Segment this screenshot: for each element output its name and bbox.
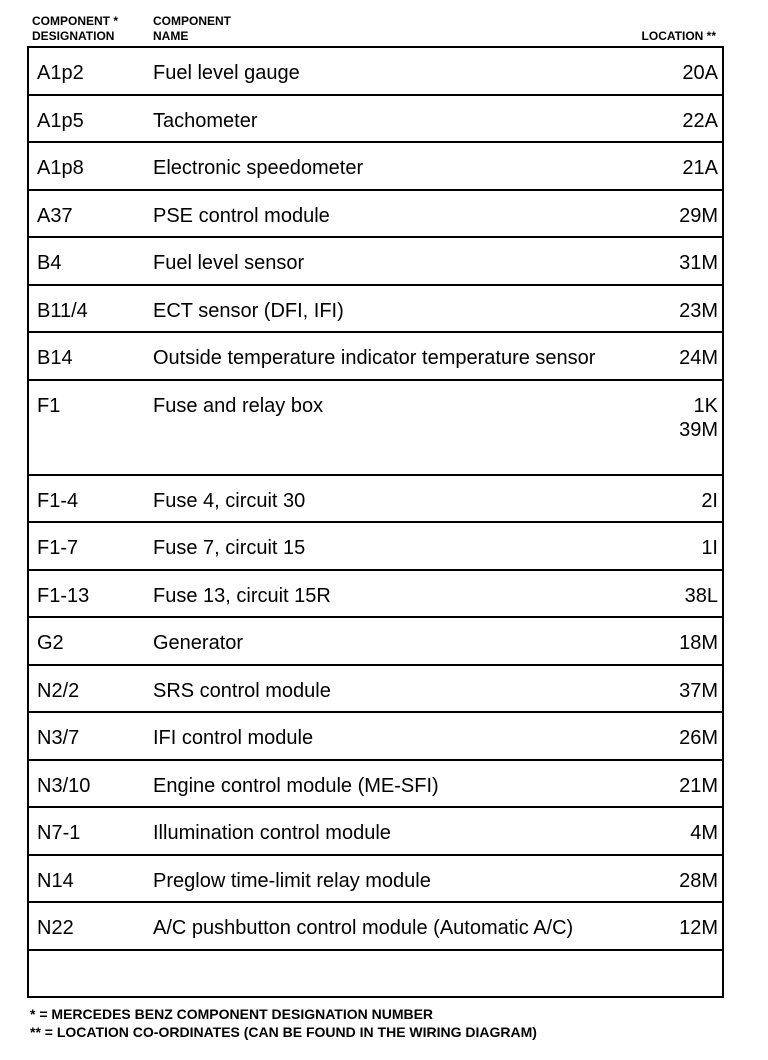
table-row	[29, 476, 722, 524]
component-designation: A1p2	[37, 62, 84, 84]
component-location: 24M	[679, 347, 718, 369]
component-name: Engine control module (ME-SFI)	[153, 774, 439, 797]
table-row	[29, 238, 722, 286]
component-location: 21M	[679, 774, 718, 797]
component-location: 21A	[682, 157, 718, 179]
table-row	[29, 808, 722, 856]
table-row-empty	[29, 951, 722, 999]
component-location: 4M	[690, 822, 718, 844]
component-name: Preglow time-limit relay module	[153, 869, 431, 892]
component-location: 18M	[679, 632, 718, 654]
component-name: Generator	[153, 632, 244, 654]
component-designation: B4	[37, 252, 62, 274]
component-designation: F1-13	[37, 584, 90, 607]
header-name: COMPONENT NAME	[153, 14, 231, 43]
component-designation: F1-7	[37, 537, 79, 559]
table-row	[29, 571, 722, 619]
table-row	[29, 666, 722, 714]
table-row	[29, 903, 722, 951]
table-row	[29, 618, 722, 666]
component-name: Tachometer	[153, 109, 258, 132]
header-designation: COMPONENT * DESIGNATION	[32, 14, 119, 43]
footnote-designation: * = MERCEDES BENZ COMPONENT DESIGNATION NUMBER	[30, 1006, 434, 1022]
component-designation: A37	[37, 204, 73, 227]
component-designation: N22	[37, 917, 74, 939]
component-location: 37M	[679, 679, 718, 702]
table-row	[29, 856, 722, 904]
component-name: Illumination control module	[153, 822, 391, 844]
component-name: Outside temperature indicator temperature sensor	[153, 347, 596, 369]
component-name: PSE control module	[153, 204, 330, 227]
component-location: 38L	[684, 584, 718, 607]
component-designation: G2	[37, 632, 64, 654]
component-designation: B14	[37, 347, 73, 369]
component-location: 1I	[701, 537, 718, 559]
component-location: 31M	[679, 252, 718, 274]
component-name: SRS control module	[153, 679, 331, 702]
table-row	[29, 713, 722, 761]
component-name: ECT sensor (DFI, IFI)	[153, 299, 344, 322]
table-row	[29, 143, 722, 191]
component-name: Fuse 4, circuit 30	[153, 489, 306, 512]
table-row	[29, 286, 722, 334]
component-name: Electronic speedometer	[153, 157, 364, 179]
table-row	[29, 381, 722, 476]
component-name: Fuse 7, circuit 15	[153, 537, 306, 559]
component-location: 22A	[682, 109, 718, 132]
component-table	[27, 46, 724, 998]
component-name: A/C pushbutton control module (Automatic A/C)	[153, 917, 574, 939]
component-location: 1K 39M	[679, 394, 718, 441]
component-name: Fuel level gauge	[153, 62, 300, 84]
component-designation: N14	[37, 869, 74, 892]
component-location: 29M	[679, 204, 718, 227]
component-name: Fuse 13, circuit 15R	[153, 584, 331, 607]
component-designation: A1p8	[37, 157, 84, 179]
component-designation: N7-1	[37, 822, 81, 844]
component-name: Fuel level sensor	[153, 252, 305, 274]
footnote-location: ** = LOCATION CO-ORDINATES (CAN BE FOUND IN THE WIRING DIAGRAM)	[30, 1024, 537, 1040]
table-row	[29, 761, 722, 809]
component-location: 23M	[679, 299, 718, 322]
component-designation: N3/10	[37, 774, 91, 797]
component-location: 26M	[679, 727, 718, 749]
table-row	[29, 191, 722, 239]
header-location: LOCATION **	[641, 29, 716, 43]
table-row	[29, 48, 722, 96]
table-row	[29, 523, 722, 571]
component-designation: N2/2	[37, 679, 80, 702]
component-location: 20A	[682, 62, 718, 84]
component-designation: B11/4	[37, 299, 88, 322]
component-designation: F1	[37, 394, 61, 417]
table-row	[29, 96, 722, 144]
component-location: 28M	[679, 869, 718, 892]
component-name: Fuse and relay box	[153, 394, 324, 417]
table-row	[29, 333, 722, 381]
component-designation: A1p5	[37, 109, 84, 132]
component-location: 12M	[679, 917, 718, 939]
component-designation: N3/7	[37, 727, 80, 749]
component-name: IFI control module	[153, 727, 314, 749]
component-designation: F1-4	[37, 489, 79, 512]
component-location: 2I	[701, 489, 718, 512]
